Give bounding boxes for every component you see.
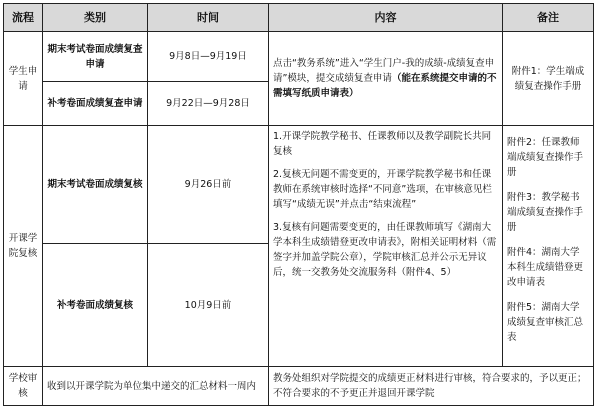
category-final-exam-apply: 期末考试卷面成绩复查申请 [43,32,148,82]
header-notes: 备注 [503,4,594,32]
student-row-1 [4,32,594,82]
header-category: 类别 [43,4,148,32]
header-row [4,4,594,32]
note-attachment-3: 附件3：教学秘书端成绩复查操作手册 [507,192,584,233]
time-makeup-exam-apply: 9月22日—9月28日 [148,82,269,126]
content-student-apply-bold: （能在系统提交申请的不需填写纸质申请表） [273,73,497,99]
category-final-exam-review: 期末考试卷面成绩复核 [43,126,148,244]
time-final-exam-review: 9月26日前 [148,126,269,244]
header-process: 流程 [4,4,43,32]
process-school-audit: 学校审核 [4,367,43,406]
time-makeup-exam-review: 10月9日前 [148,244,269,367]
note-attachment-2: 附件2：任课教师端成绩复查操作手册 [507,137,584,178]
college-row-1 [4,126,594,244]
note-attachment-1: 附件1：学生端成绩复查操作手册 [503,32,594,126]
content-school-audit: 教务处组织对学院提交的成绩更正材料进行审核，符合要求的，予以更正；不符合要求的不予更正并退回开课学院 [269,367,594,406]
school-row [4,367,594,406]
note-attachment-4: 附件4：湖南大学本科生成绩错登更改申请表 [507,247,584,288]
grade-review-table [3,3,594,406]
notes-college-review [503,126,594,367]
category-makeup-exam-apply: 补考卷面成绩复查申请 [43,82,148,126]
content-student-apply-text: 点击“教务系统”进入“学生门户-我的成绩-成绩复查申请”模块，提交成绩复查申请 [273,58,495,84]
content-step-3: 3.复核有问题需要变更的，由任课教师填写《湖南大学本科生成绩错登更改申请表》，附相关证明材料（需签字并加盖学院公章），学院审核汇总并公示无异议后，统一交教务处交流服务科（附件4、5） [273,222,497,278]
process-college-review: 开课学院复核 [4,126,43,367]
process-student-apply: 学生申请 [4,32,43,126]
content-college-review [269,126,503,367]
content-student-apply [269,32,503,126]
header-content: 内容 [269,4,503,32]
category-makeup-exam-review: 补考卷面成绩复核 [43,244,148,367]
note-attachment-5: 附件5：湖南大学成绩复查审核汇总表 [507,302,584,343]
time-final-exam-apply: 9月8日—9月19日 [148,32,269,82]
content-step-1: 1.开课学院教学秘书、任课教师以及教学副院长共同复核 [273,131,492,157]
header-time: 时间 [148,4,269,32]
time-school-audit: 收到以开课学院为单位集中递交的汇总材料一周内 [43,367,269,406]
content-step-2: 2.复核无问题不需变更的，开课学院教学秘书和任课教师在系统审核时选择“不同意”选项，在审核意见栏填写“成绩无误”并点击“结束流程” [273,169,492,210]
